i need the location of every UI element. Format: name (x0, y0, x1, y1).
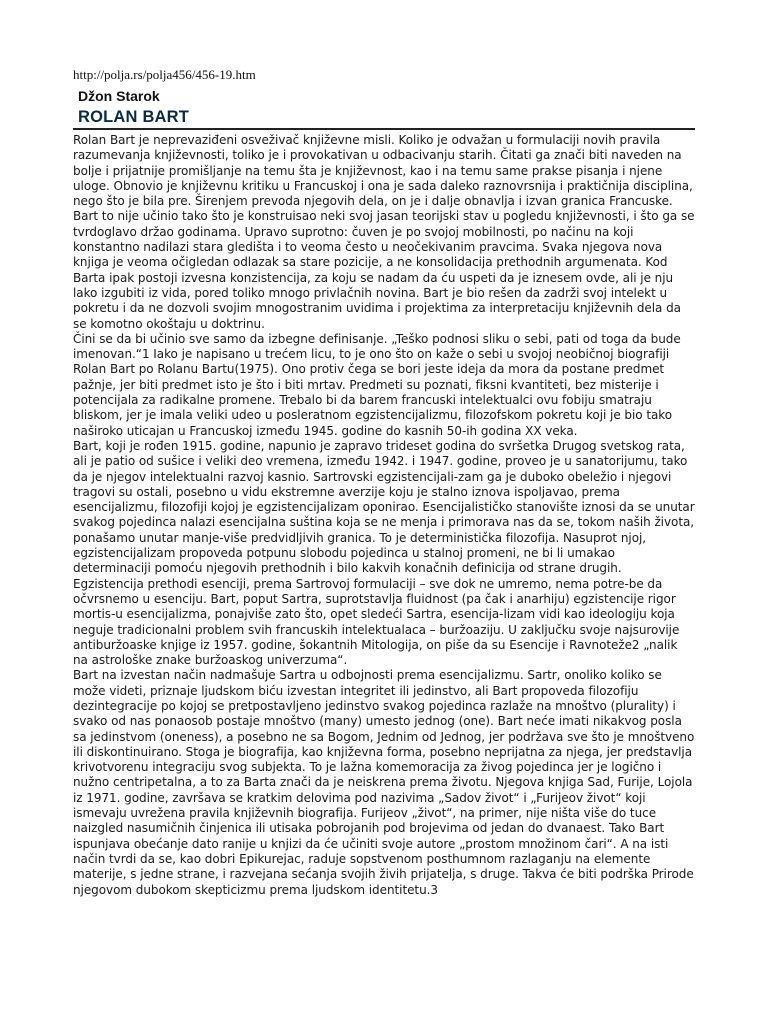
document-page (73, 62, 695, 898)
paragraph: Čini se da bi učinio sve samo da izbegne definisanje. „Teško podnosi sliku o sebi, pati od toga da bude imenovan.“1 Iako je napisano u trećem licu, to je ono što on kaže o sebi u svojoj neobičnoj biografiji Rolan Bart po Rolanu Bartu(1975). Ono protiv čega se bori jeste ideja da mora da postane predmet pažnje, jer biti predmet isto je što i biti mrtav. Predmeti su poznati, fiksni kvantiteti, bez misterije i potencijala za radikalne promene. Trebalo bi da barem francuski intelektualci ovu fobiju smatraju bliskom, jer je imala veliki udeo u posleratnom egzistencijalizmu, filozofskom pokretu koji je bio tako naširoko uticajan u Francuskoj između 1945. godine do kasnih 50-ih godina XX veka. (73, 331, 681, 438)
article-body (73, 133, 695, 898)
article-title: ROLAN BART (78, 108, 190, 126)
paragraph: Bart to nije učinio tako što je konstruisao neki svoj jasan teorijski stav u pogledu književnosti, i što ga se tvrdoglavo držao godinama. Upravo suprotno: čuven je po svojoj mobilnosti, po načinu na koji konstantno nadilazi stara gledišta i to veoma često u neočekivanim pravcima. Svaka njegova nova knjiga je veoma očigledan odlazak sa stare pozicije, a ne konsolidacija prethodnih argumenata. Kod Barta ipak postoji izvesna konzistencija, za koju se nadam da ću uspeti da je iznesem ovde, ali je nju lako izgubiti iz vida, pored toliko mnogo privlačnih novina. Bart je bio rešen da zadrži svoj intelekt u pokretu i da ne dozvoli svojim mnogostranim uvidima i projektima za interpretaciju književnih dela da se komotno okoštaju u doktrinu. (73, 209, 695, 331)
author-name: Džon Starok (78, 88, 160, 104)
source-url[interactable]: http://polja.rs/polja456/456-19.htm (73, 67, 256, 82)
paragraph: Rolan Bart je neprevaziđeni osveživač književne misli. Koliko je odvažan u formulaciji novih pravila razumevanja književnosti, toliko je i provokativan u odbacivanju starih. Čitati ga znači biti naveden na bolje i prijatnije promišljanje na temu šta je književnost, kao i na temu same prakse pisanja i njene uloge. Obnovio je književnu kritiku u Francuskoj i ona je sada daleko raznovrsnija i praktičnija disciplina, nego što je bila pre. Širenjem prevoda njegovih dela, on je i dalje obnavlja i izvan granica Francuske. (73, 133, 693, 209)
paragraph: Bart, koji je rođen 1915. godine, napunio je zapravo trideset godina do svršetka Drugog svetskog rata, ali je patio od sušice i veliki deo vremena, između 1942. i 1947. godine, proveo je u sanatorijumu, tako da je njegov intelektualni razvoj kasnio. Sartrovski egzistencijali-zam ga je duboko obeležio i njegovi tragovi su ostali, posebno u vidu ekstremne averzije koju je stalno iznova ispoljavao, prema esencijalizmu, filozofiji kojoj je egzistencijalizam oponirao. Esencijalističko stanovište iznosi da se unutar svakog pojedinca nalazi esencijalna suština koja se ne menja i primorava nas da se, tokom naših života, ponašamo unutar manje-više predvidljivih granica. To je deterministička filozofija. Nasuprot njoj, egzistencijalizam propoveda potpunu slobodu pojedinca u stalnoj promeni, ne bi li umakao determinaciji pomoću njegovih prethodnih i bilo kakvih konačnih definicija od strane drugih. Egzistencija prethodi esenciji, prema Sartrovoj formulaciji – sve dok ne umremo, nema potre-be da očvrsnemo u esenciju. Bart, poput Sartra, suprotstavlja fluidnost (pa čak i anarhiju) egzistencije rigor mortis-u esencijalizma, ponajviše zato što, opet sledeći Sartra, esencija-lizam vidi kao ideologiju koja neguje tradicionalni problem svih francuskih intelektualaca – buržoaziju. U zaključku svoje najsurovije antiburžoaske knjige iz 1957. godine, šokantnih Mitologija, on piše da su Esencije i Ravnoteže2 „nalik na astrološke znake buržoaskog univerzuma“. (73, 438, 695, 668)
paragraph: Bart na izvestan način nadmašuje Sartra u odbojnosti prema esencijalizmu. Sartr, onoliko koliko se može videti, priznaje ljudskom biću izvestan integritet ili jedinstvo, ali Bart propoveda filozofiju dezintegracije po kojoj se pretpostavljeno jedinstvo svakog pojedinca razlaže na mnoštvo (plurality) i svako od nas ponaosob postaje mnoštvo (many) umesto jednog (one). Bart neće imati nikakvog posla sa jedinstvom (oneness), a posebno ne sa Bogom, Jednim od Jednog, jer podržava sve što je mnoštveno ili diskontinuirano. Stoga je biografija, kao književna forma, posebno neprijatna za njega, jer predstavlja krivotvorenu integraciju svog subjekta. To je lažna komemoracija za živog pojedinca jer je logično i nužno centripetalna, a to za Barta znači da je neiskrena prema životu. Njegova knjiga Sad, Furije, Lojola iz 1971. godine, završava se kratkim delovima pod nazivima „Sadov život“ i „Furijeov život“ koji ismevaju uvrežena pravila književnih biografija. Furijeov „život“, na primer, nije ništa više do tuce naizgled nasumičnih činjenica ili utisaka pobrojanih pod brojevima od jedan do dvanaest. Tako Bart ispunjava obećanje dato ranije u knjizi da će učiniti svoje autore „prostom množinom čari“. A na isti način tvrdi da se, kao dobri Epikurejac, raduje sopstvenom posthumnom razlaganju na elemente materije, s jedne strane, i razvejana sećanja svojih živih prijatelja, s druge. Takva će biti podrška Prirode njegovom dubokom skepticizmu prema ljudskom identitetu.3 (73, 668, 695, 897)
title-divider (73, 128, 695, 130)
